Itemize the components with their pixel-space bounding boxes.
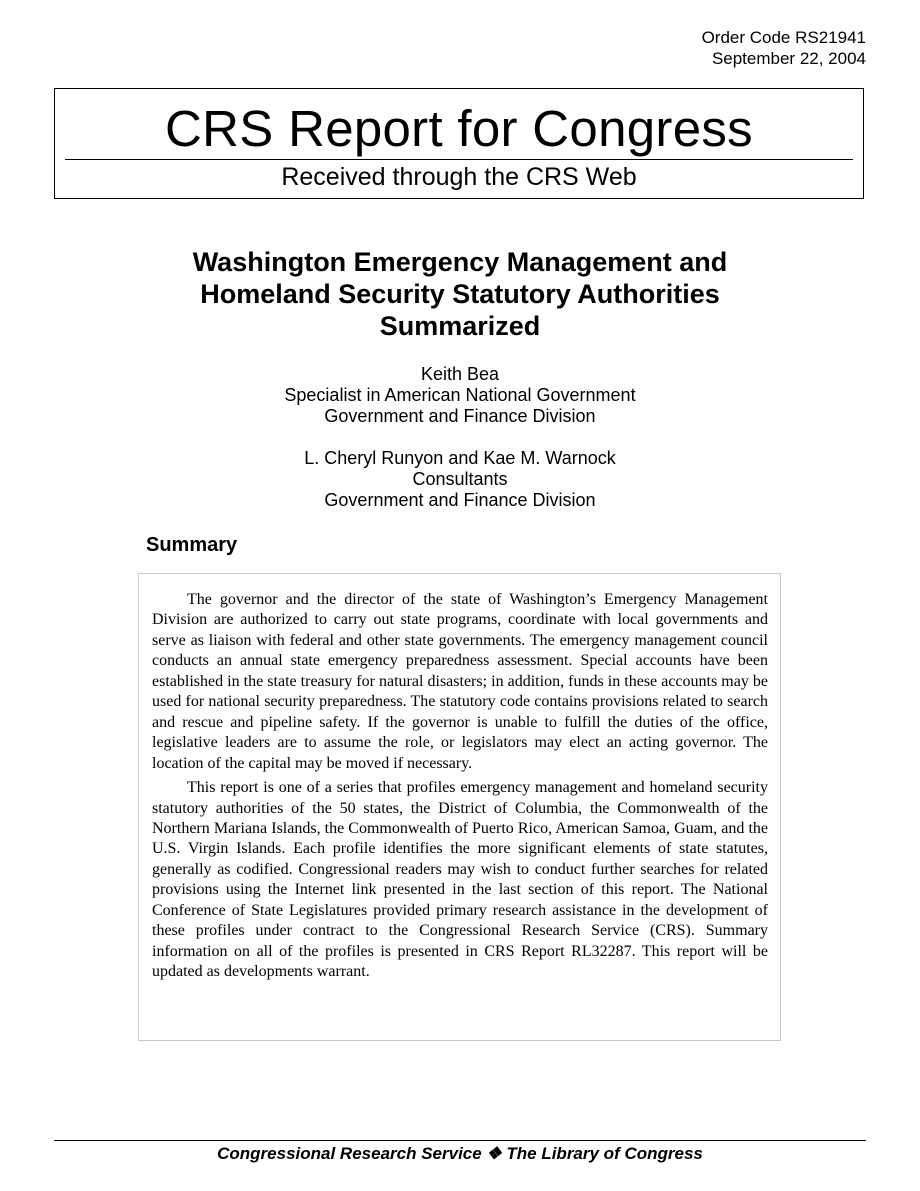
author-division: Government and Finance Division [324, 490, 596, 510]
summary-heading: Summary [146, 534, 238, 556]
author-division: Government and Finance Division [324, 406, 596, 426]
author-block [100, 364, 820, 427]
summary-paragraph: This report is one of a series that profiles emergency management and homeland security statutory authorities of the 50 states, the District of Columbia, the Commonwealth of the Northern Mariana Islands, the Commonwealth of Puerto Rico, American Samoa, Guam, and the U.S. Virgin Islands. Each profile identifies the more significant elements of state statutes, generally as codified. Congressional readers may wish to conduct further searches for related provisions using the Internet link presented in the last section of this report. The National Conference of State Legislatures provided primary research assistance in the development of these profiles under contract to the Congressional Research Service (CRS). Summary information on all of the profiles is presented in CRS Report RL32287. This report will be updated as developments warrant. [152, 779, 768, 981]
banner-divider [65, 159, 853, 160]
report-date: September 22, 2004 [711, 49, 866, 68]
author-block [100, 448, 820, 511]
crs-banner [54, 88, 864, 199]
banner-title: CRS Report for Congress [165, 100, 753, 157]
order-code-block [702, 27, 866, 69]
summary-paragraph: The governor and the director of the state of Washington’s Emergency Management Division are authorized to carry out state programs, coordinate with local governments and serve as liaison with federal and other state governments. The emergency management council conducts an annual state emergency preparedness assessment. Special accounts have been established in the state treasury for natural disasters; in addition, funds in these accounts may be used for national security preparedness. The statutory code contains provisions related to search and rescue and pipeline safety. If the governor is unable to fulfill the duties of the office, legislative leaders are to assume the role, or legislators may elect an acting governor. The location of the capital may be moved if necessary. [152, 591, 768, 772]
author-name: Keith Bea [420, 364, 500, 384]
banner-subtitle: Received through the CRS Web [281, 163, 637, 191]
author-title: Consultants [412, 469, 508, 489]
report-title-line: Summarized [379, 311, 541, 341]
author-title: Specialist in American National Government [284, 385, 636, 405]
summary-box [138, 573, 781, 1041]
author-name: L. Cheryl Runyon and Kae M. Warnock [304, 448, 616, 468]
report-title-line: Washington Emergency Management and [192, 247, 728, 277]
order-code: Order Code RS21941 [701, 28, 866, 47]
report-title-line: Homeland Security Statutory Authorities [200, 279, 720, 309]
footer-text: Congressional Research Service ❖ The Library of Congress [217, 1144, 703, 1163]
report-title [100, 246, 820, 342]
footer-divider [54, 1140, 866, 1141]
